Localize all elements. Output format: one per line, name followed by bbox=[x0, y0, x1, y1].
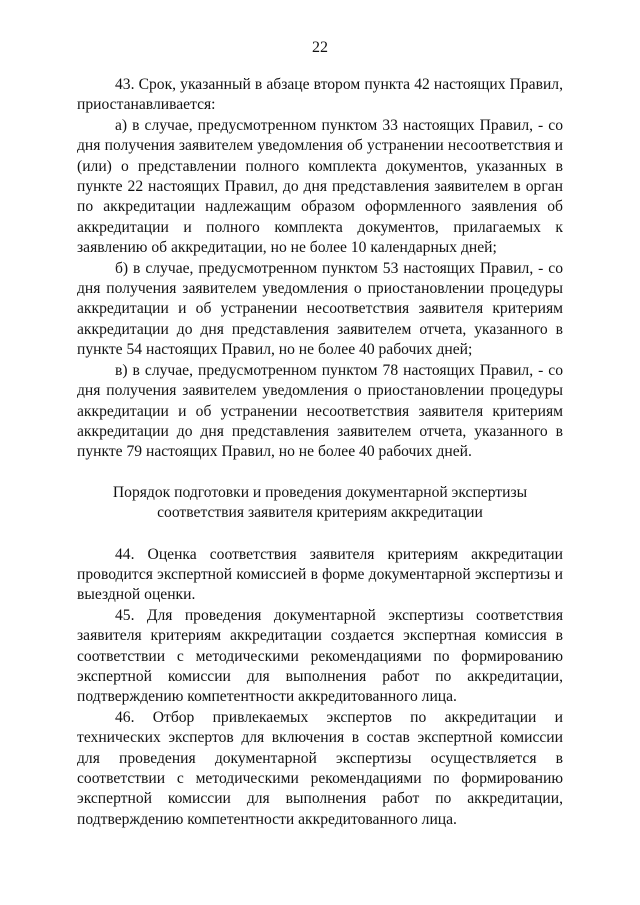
paragraph-44: 44. Оценка соответствия заявителя критериям аккредитации проводится экспертной комиссией в форме документарной экспертизы и выездной оценки. bbox=[77, 545, 563, 604]
paragraph-43-b: б) в случае, предусмотренном пунктом 53 настоящих Правил, - со дня получения заявителем уведомления о приостановлении процедуры аккредитации и об устранении несоответствия заявителя критериям аккредитации до дня представления заявителем отчета, указанного в пункте 54 настоящих Правил, но не более 40 рабочих дней; bbox=[77, 259, 563, 359]
paragraph-43-a: а) в случае, предусмотренном пунктом 33 настоящих Правил, - со дня получения заявителем уведомления об устранении несоответствия и (или) о представлении полного комплекта документов, указанных в пункте 22 настоящих Правил, до дня представления заявителем в орган по аккредитации надлежащим образом оформленного заявления об аккредитации и полного комплекта документов, прилагаемых к заявлению об аккредитации, но не более 10 календарных дней; bbox=[77, 116, 563, 257]
section-heading bbox=[77, 483, 563, 524]
document-body bbox=[77, 75, 563, 830]
page-number: 22 bbox=[312, 39, 328, 56]
paragraph-43-v: в) в случае, предусмотренном пунктом 78 настоящих Правил, - со дня получения заявителем уведомления о приостановлении процедуры аккредитации и об устранении несоответствия заявителя критериям аккредитации до дня представления заявителем отчета, указанного в пункте 79 настоящих Правил, но не более 40 рабочих дней. bbox=[77, 361, 563, 461]
paragraph-43: 43. Срок, указанный в абзаце втором пункта 42 настоящих Правил, приостанавливается: bbox=[77, 76, 563, 114]
paragraph-45: 45. Для проведения документарной экспертизы соответствия заявителя критериям аккредитации создается экспертная комиссия в соответствии с методическими рекомендациями по формированию экспертной комиссии для выполнения работ по аккредитации, подтверждению компетентности аккредитованного лица. bbox=[77, 606, 563, 706]
paragraph-46: 46. Отбор привлекаемых экспертов по аккредитации и технических экспертов для включения в состав экспертной комиссии для проведения документарной экспертизы осуществляется в соответствии с методическими рекомендациями по формированию экспертной комиссии для выполнения работ по аккредитации, подтверждению компетентности аккредитованного лица. bbox=[77, 708, 563, 828]
section-heading-line-1: Порядок подготовки и проведения документарной экспертизы bbox=[112, 483, 528, 501]
section-heading-line-2: соответствия заявителя критериям аккредитации bbox=[157, 504, 483, 522]
